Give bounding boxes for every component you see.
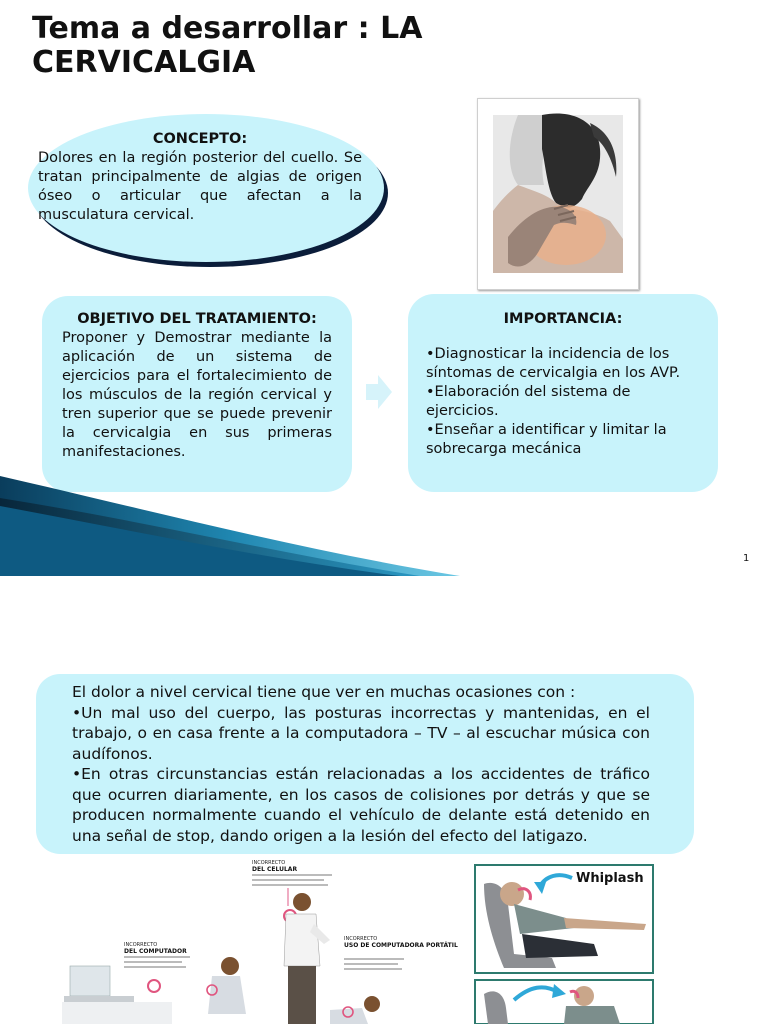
svg-text:INCORRECTO: INCORRECTO xyxy=(344,936,378,942)
decorative-swoosh xyxy=(0,476,460,576)
whiplash-image xyxy=(474,864,654,1024)
neck-pain-photo xyxy=(477,98,639,290)
importance-item: •Enseñar a identificar y limitar la sobrecarga mecánica xyxy=(426,422,667,457)
slide-2 xyxy=(0,576,768,1024)
right-arrow-icon xyxy=(364,372,394,412)
intro-lead: El dolor a nivel cervical tiene que ver en muchas ocasiones con : xyxy=(72,683,576,701)
objective-heading: OBJETIVO DEL TRATAMIENTO: xyxy=(77,311,317,327)
objective-body: Proponer y Demostrar mediante la aplicación de un sistema de ejercicios para el fortalecimiento de los músculos de la región cervical y tren superior que se puede prevenir la cervicalgia en sus primeras manifestaciones. xyxy=(62,330,332,460)
importance-item: •Diagnosticar la incidencia de los síntomas de cervicalgia en los AVP. xyxy=(426,346,681,381)
importance-bubble xyxy=(408,294,718,492)
concept-body: Dolores en la región posterior del cuello. Se tratan principalmente de algias de origen óseo o articular que afectan a la musculatura cervical. xyxy=(38,150,362,223)
intro-bullet-2: •En otras circunstancias están relacionadas a los accidentes de tráfico que ocurren diariamente, en los casos de colisiones por detrás y que se producen normalmente cuando el vehículo de delante está detenido en una señal de stop, dando origen a la lesión del efecto del latigazo. xyxy=(72,765,650,845)
svg-text:INCORRECTO: INCORRECTO xyxy=(252,860,286,866)
whiplash-label: Whiplash xyxy=(576,871,644,886)
intro-bullet-1: •Un mal uso del cuerpo, las posturas incorrectas y mantenidas, en el trabajo, o en casa frente a la computadora – TV – al escuchar música con audífonos. xyxy=(72,703,650,763)
label-computer: DEL COMPUTADOR xyxy=(124,948,187,955)
page-number: 1 xyxy=(743,553,750,564)
objective-bubble xyxy=(42,296,352,492)
importance-item: •Elaboración del sistema de ejercicios. xyxy=(426,384,631,419)
concept-heading: CONCEPTO: xyxy=(152,131,248,147)
importance-list xyxy=(426,345,700,459)
slide-title: Tema a desarrollar : LA CERVICALGIA xyxy=(32,11,423,80)
intro-bubble xyxy=(36,674,694,854)
concept-bubble xyxy=(28,114,384,262)
label-phone: DEL CELULAR xyxy=(252,866,298,873)
label-laptop: USO DE COMPUTADORA PORTÁTIL xyxy=(344,942,458,949)
svg-text:INCORRECTO: INCORRECTO xyxy=(124,942,158,948)
importance-heading: IMPORTANCIA: xyxy=(503,311,623,327)
posture-diagram-image xyxy=(62,854,458,1024)
woman-neck-pain-image xyxy=(478,99,638,289)
